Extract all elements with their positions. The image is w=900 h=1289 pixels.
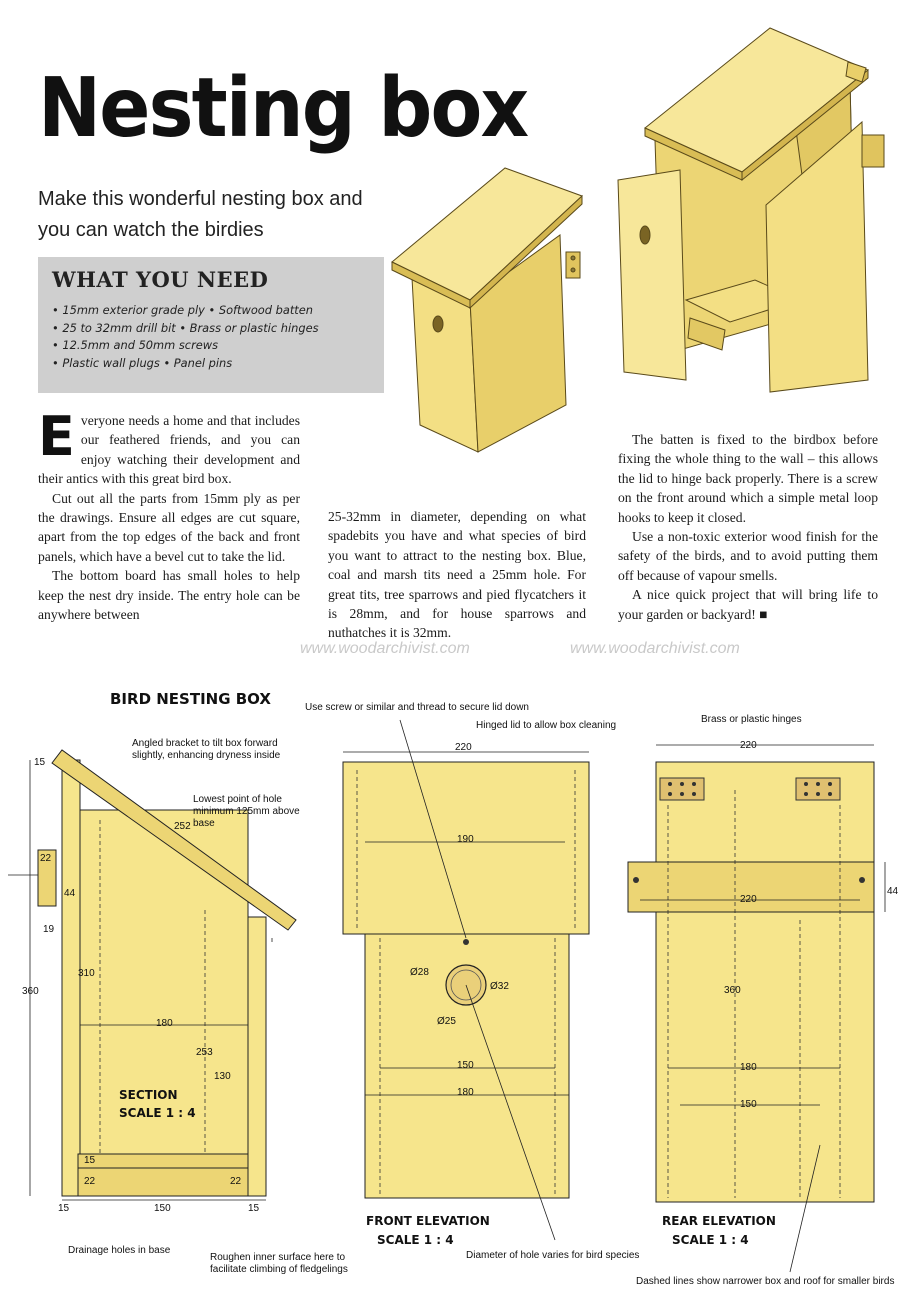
note-roughen: Roughen inner surface here to facilitate climbing of fledgelings — [210, 1252, 348, 1275]
dimension-label: Ø28 — [410, 967, 429, 978]
materials-item: • 12.5mm and 50mm screws — [52, 338, 219, 352]
dimension-label: 44 — [64, 888, 76, 899]
paragraph: The bottom board has small holes to help keep the nest dry inside. The entry hole can be anywhere between — [38, 568, 300, 623]
page-title: Nesting box — [38, 61, 528, 156]
article-column-3 — [618, 430, 878, 624]
section-title: SECTION — [119, 1088, 178, 1102]
paragraph: Use a non-toxic exterior wood finish for the safety of the birds, and to avoid putting them off because of vapour smells. — [618, 529, 878, 583]
dimension-label: 22 — [40, 853, 52, 864]
dimension-label: 190 — [457, 834, 474, 845]
dimension-label: 22 — [84, 1176, 96, 1187]
note-bracket: Angled bracket to tilt box forward slightly, enhancing dryness inside — [132, 738, 281, 761]
dimension-label: 150 — [740, 1099, 757, 1110]
assembled-birdbox-illustration — [392, 168, 582, 452]
dimension-label: 44 — [887, 886, 899, 897]
watermark: www.woodarchivist.com — [570, 640, 740, 657]
article-column-2 — [328, 507, 586, 643]
front-elevation-title: FRONT ELEVATION — [366, 1214, 490, 1228]
note-drainage: Drainage holes in base — [68, 1245, 171, 1256]
materials-item: • Plastic wall plugs • Panel pins — [52, 355, 233, 370]
rear-elevation-title: REAR ELEVATION — [662, 1214, 776, 1228]
dimension-label: 130 — [214, 1071, 231, 1082]
watermark: www.woodarchivist.com — [300, 640, 470, 657]
note-hinges: Brass or plastic hinges — [701, 714, 802, 725]
dimension-label: 253 — [196, 1047, 213, 1058]
page-subtitle: Make this wonderful nesting box and you can watch the birdies — [38, 188, 363, 241]
technical-drawings — [0, 680, 900, 1289]
drop-cap: E — [38, 405, 75, 468]
dimension-label: 220 — [740, 894, 757, 905]
front-elevation-scale: SCALE 1 : 4 — [377, 1233, 454, 1247]
section-scale: SCALE 1 : 4 — [119, 1106, 196, 1120]
dimension-label: 15 — [248, 1203, 260, 1214]
dimension-label: 180 — [457, 1087, 474, 1098]
dimension-label: 180 — [156, 1018, 173, 1029]
note-hole-diameter: Diameter of hole varies for bird species — [466, 1250, 640, 1261]
dimension-label: 360 — [724, 985, 741, 996]
dimension-label: Ø25 — [437, 1016, 456, 1027]
rear-elevation-scale: SCALE 1 : 4 — [672, 1233, 749, 1247]
dimension-label: 220 — [455, 742, 472, 753]
dimension-label: 19 — [43, 924, 55, 935]
paragraph: Cut out all the parts from 15mm ply as per the drawings. Ensure all edges are cut square, apart from the top edges of the back and front panels, which have a bevel cut to take the lid. — [38, 490, 300, 564]
front-elevation-drawing — [343, 720, 589, 1240]
dimension-label: Ø32 — [490, 981, 509, 992]
exploded-birdbox-illustration — [618, 28, 884, 392]
dimension-label: 360 — [22, 986, 39, 997]
note-screw: Use screw or similar and thread to secure lid down — [305, 702, 529, 713]
dimension-label: 150 — [457, 1060, 474, 1071]
dimension-label: 180 — [740, 1062, 757, 1073]
note-hole-height: Lowest point of hole minimum 125mm above base — [193, 794, 300, 829]
dimension-label: 252 — [174, 821, 191, 832]
paragraph-text: A nice quick project that will bring life to your garden or backyard! — [618, 587, 878, 622]
dimension-label: 310 — [78, 968, 95, 979]
materials-item: • 25 to 32mm drill bit • Brass or plastic hinges — [52, 320, 319, 335]
materials-item: • 15mm exterior grade ply • Softwood batten — [52, 303, 313, 317]
note-dashed-lines: Dashed lines show narrower box and roof for smaller birds — [636, 1276, 895, 1287]
dimension-label: 150 — [154, 1203, 171, 1214]
note-lid: Hinged lid to allow box cleaning — [476, 720, 617, 731]
rear-elevation-drawing — [628, 745, 885, 1272]
dimension-label: 22 — [230, 1176, 242, 1187]
paragraph: The batten is fixed to the birdbox before fixing the whole thing to the wall – this allows the lid to hinge back properly. There is a screw on the front around which a simple metal loop hooks to keep it closed. — [618, 432, 878, 525]
article-column-1 — [38, 405, 300, 624]
dimension-label: 15 — [34, 757, 46, 768]
diagram-heading: BIRD NESTING BOX — [110, 690, 271, 708]
dimension-label: 15 — [58, 1203, 70, 1214]
dimension-label: 220 — [740, 740, 757, 751]
dimension-label: 15 — [84, 1155, 96, 1166]
end-mark: ■ — [759, 606, 768, 622]
what-you-need-heading: WHAT YOU NEED — [52, 267, 269, 292]
paragraph — [618, 585, 878, 624]
paragraph: 25-32mm in diameter, depending on what spadebits you have and what species of bird you want to attract to the nesting box. Blue, coal and marsh tits need a 25mm hole. For great tits, tree sparrows and pied flycatchers it is 28mm, and for house sparrows and nuthatches it is 32mm. — [328, 509, 586, 641]
paragraph: veryone needs a home and that includes our feathered friends, and you can enjoy watching their development and their antics with this great bird box. — [38, 413, 300, 487]
